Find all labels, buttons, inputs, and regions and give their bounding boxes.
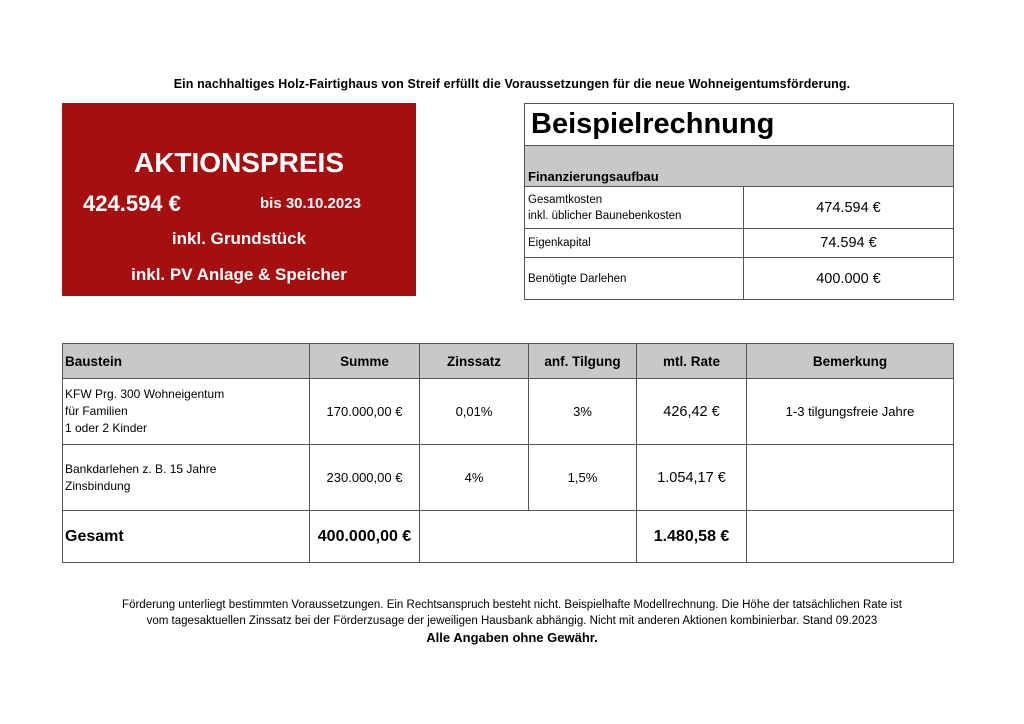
total-row: [63, 511, 954, 563]
remark-cell: 1-3 tilgungsfreie Jahre: [747, 379, 954, 445]
example-title: Beispielrechnung: [525, 104, 954, 146]
total-sum: 400.000,00 €: [310, 511, 420, 563]
section-financing-structure: Finanzierungsaufbau: [525, 146, 954, 187]
equity-label: Eigenkapital: [525, 229, 744, 258]
component-line: für Familien: [65, 404, 128, 418]
promo-line-plot: inkl. Grundstück: [171, 229, 307, 248]
component-line: Bankdarlehen z. B. 15 Jahre: [65, 461, 217, 476]
headline: Ein nachhaltiges Holz-Fairtighaus von Streif erfüllt die Voraussetzungen für die neue Wohneigentumsförderung.: [173, 77, 851, 91]
total-monthly-rate: 1.480,58 €: [637, 511, 747, 563]
repayment-cell: 1,5%: [529, 445, 637, 511]
total-label: Gesamt: [63, 511, 310, 563]
total-cost-label-line1: Gesamtkosten: [528, 193, 603, 206]
promo-line-pv: inkl. PV Anlage & Speicher: [131, 265, 347, 284]
total-cost-label-line2: inkl. üblicher Baunebenkosten: [528, 209, 682, 222]
col-header-component: Baustein: [63, 344, 310, 379]
footnote-line2: vom tagesaktuellen Zinssatz bei der Förderzusage der jeweiligen Hausbank abhängig. Nicht mit anderen Aktionen kombinierbar. Stand 09.2023: [146, 615, 878, 627]
interest-cell: 0,01%: [420, 379, 529, 445]
sum-cell: 230.000,00 €: [310, 445, 420, 511]
component-line: Zinsbindung: [65, 478, 131, 493]
table-row: [63, 445, 954, 511]
disclaimer: Alle Angaben ohne Gewähr.: [426, 630, 598, 645]
table-row: [63, 379, 954, 445]
component-cell: [63, 445, 310, 511]
remark-cell: [747, 445, 954, 511]
total-empty-cell: [420, 511, 637, 563]
promo-until: bis 30.10.2023: [260, 195, 361, 212]
total-cost-value: 474.594 €: [744, 187, 954, 229]
col-header-monthly-rate: mtl. Rate: [637, 344, 747, 379]
monthly-rate-cell: 426,42 €: [637, 379, 747, 445]
loan-required-value: 400.000 €: [744, 258, 954, 300]
total-remark-cell: [747, 511, 954, 563]
financing-header-row: [63, 344, 954, 379]
total-cost-label: [525, 187, 744, 229]
sum-cell: 170.000,00 €: [310, 379, 420, 445]
example-calculation-table: [524, 103, 954, 300]
footnote: [0, 597, 1024, 629]
financing-table: [62, 343, 954, 563]
col-header-remark: Bemerkung: [747, 344, 954, 379]
promo-box: [62, 103, 416, 296]
component-line: 1 oder 2 Kinder: [65, 421, 148, 435]
monthly-rate-cell: 1.054,17 €: [637, 445, 747, 511]
component-cell: [63, 379, 310, 445]
equity-value: 74.594 €: [744, 229, 954, 258]
col-header-repayment: anf. Tilgung: [529, 344, 637, 379]
promo-price: 424.594 €: [83, 191, 181, 216]
repayment-cell: 3%: [529, 379, 637, 445]
loan-required-label: Benötigte Darlehen: [525, 258, 744, 300]
footnote-line1: Förderung unterliegt bestimmten Voraussetzungen. Ein Rechtsanspruch besteht nicht. Beispielhafte Modellrechnung. Die Höhe der tatsächlichen Rate ist: [122, 599, 902, 611]
col-header-sum: Summe: [310, 344, 420, 379]
col-header-interest: Zinssatz: [420, 344, 529, 379]
component-line: KFW Prg. 300 Wohneigentum: [65, 387, 225, 401]
promo-title: AKTIONSPREIS: [133, 147, 345, 178]
interest-cell: 4%: [420, 445, 529, 511]
